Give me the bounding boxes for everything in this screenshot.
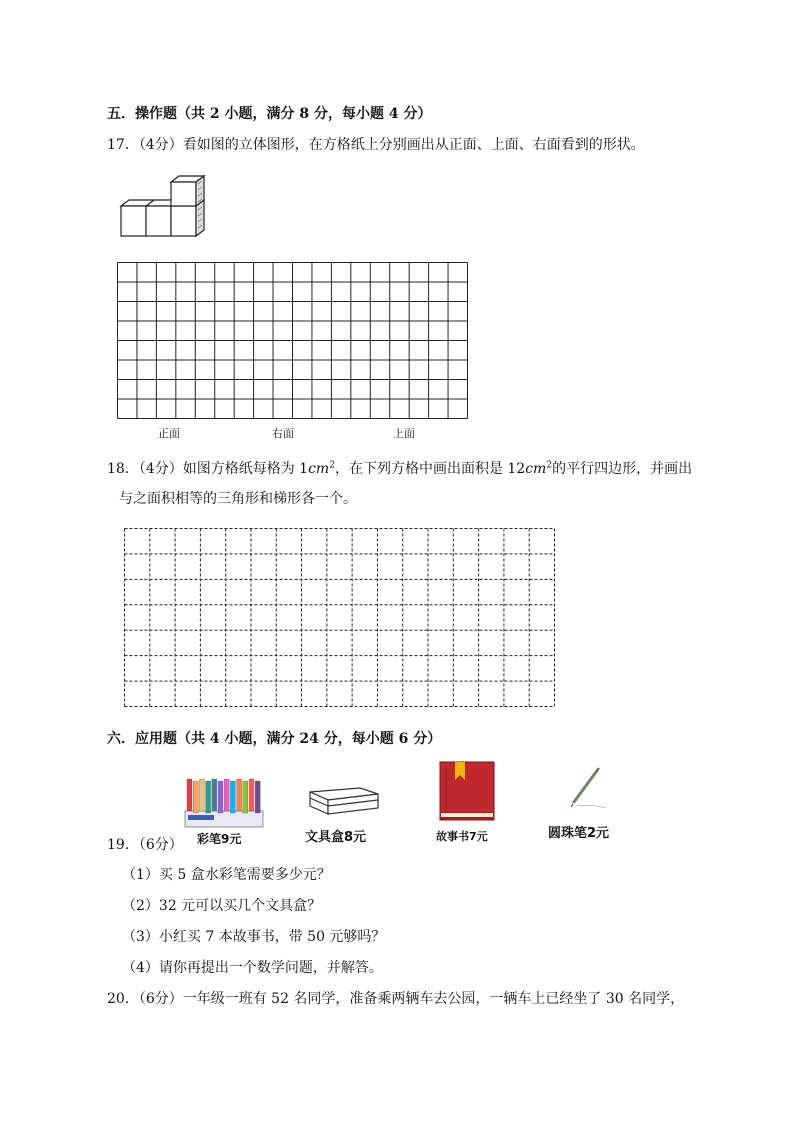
- item-label-story-book: 故事书7元: [436, 830, 488, 843]
- dashed-grid-q18[interactable]: [124, 528, 556, 708]
- q18-unit-1: cm: [308, 461, 330, 477]
- color-pens-icon: [184, 775, 264, 829]
- q19-sub-2: （2）32 元可以买几个文具盒？: [122, 898, 322, 914]
- q18-mid: ，在下列方格中画出面积是 12: [334, 461, 526, 477]
- pen-stick: [193, 781, 198, 813]
- grid-label-top: 上面: [393, 427, 415, 440]
- question-18-text: 18．（4分）如图方格纸每格为 $1cm^2$，在下列方格中画出面积是 $12cm^2$的平行四边形，并画出: [107, 460, 693, 477]
- pen-stick: [212, 779, 217, 811]
- pen-stick: [224, 779, 229, 811]
- pen-stick: [255, 781, 260, 813]
- q19-sub-3: （3）小红买 7 本故事书，带 50 元够吗？: [122, 929, 386, 945]
- item-label-color-pens: 彩笔9元: [197, 832, 242, 846]
- question-18-line2: 与之面积相等的三角形和梯形各一个。: [119, 491, 357, 507]
- pen-stick: [243, 781, 248, 813]
- pen-stick: [249, 779, 254, 811]
- ballpoint-pen-icon: [566, 766, 610, 810]
- pen-stick: [218, 781, 223, 813]
- q19-sub-4: （4）请你再提出一个数学问题，并解答。: [122, 960, 383, 976]
- pen-stick: [206, 781, 211, 813]
- pencil-case-icon: [304, 784, 384, 824]
- question-20-text: 20．（6分）一年级一班有 52 名同学，准备乘两辆车去公园，一辆车上已经坐了 30 名同学，: [107, 991, 685, 1007]
- q18-unit-2: cm: [525, 461, 547, 477]
- q18-suffix: 的平行四边形，并画出: [552, 461, 693, 477]
- item-label-pencil-case: 文具盒8元: [305, 830, 367, 845]
- section-5-title: 五．操作题（共 2 小题，满分 8 分，每小题 4 分）: [107, 106, 432, 122]
- item-label-ballpoint-pen: 圆珠笔2元: [548, 826, 610, 841]
- question-19-number: 19．（6分）: [107, 837, 183, 853]
- grid-label-front: 正面: [158, 427, 180, 440]
- pen-stick: [199, 779, 204, 811]
- question-17-text: 17．（4分）看如图的立体图形，在方格纸上分别画出从正面、上面、右面看到的形状。: [107, 137, 645, 153]
- q18-prefix: 18．（4分）如图方格纸每格为 1: [107, 461, 309, 477]
- pen-stick: [187, 779, 192, 811]
- cube-stack-figure: [118, 172, 210, 240]
- story-book-icon: [438, 760, 496, 822]
- section-6-title: 六．应用题（共 4 小题，满分 24 分，每小题 6 分）: [107, 731, 442, 747]
- q19-sub-1: （1）买 5 盒水彩笔需要多少元？: [122, 867, 331, 883]
- pen-stick: [237, 779, 242, 811]
- drawing-grid-q17[interactable]: [117, 262, 469, 420]
- pen-stick: [230, 781, 235, 813]
- grid-label-right: 右面: [272, 427, 294, 440]
